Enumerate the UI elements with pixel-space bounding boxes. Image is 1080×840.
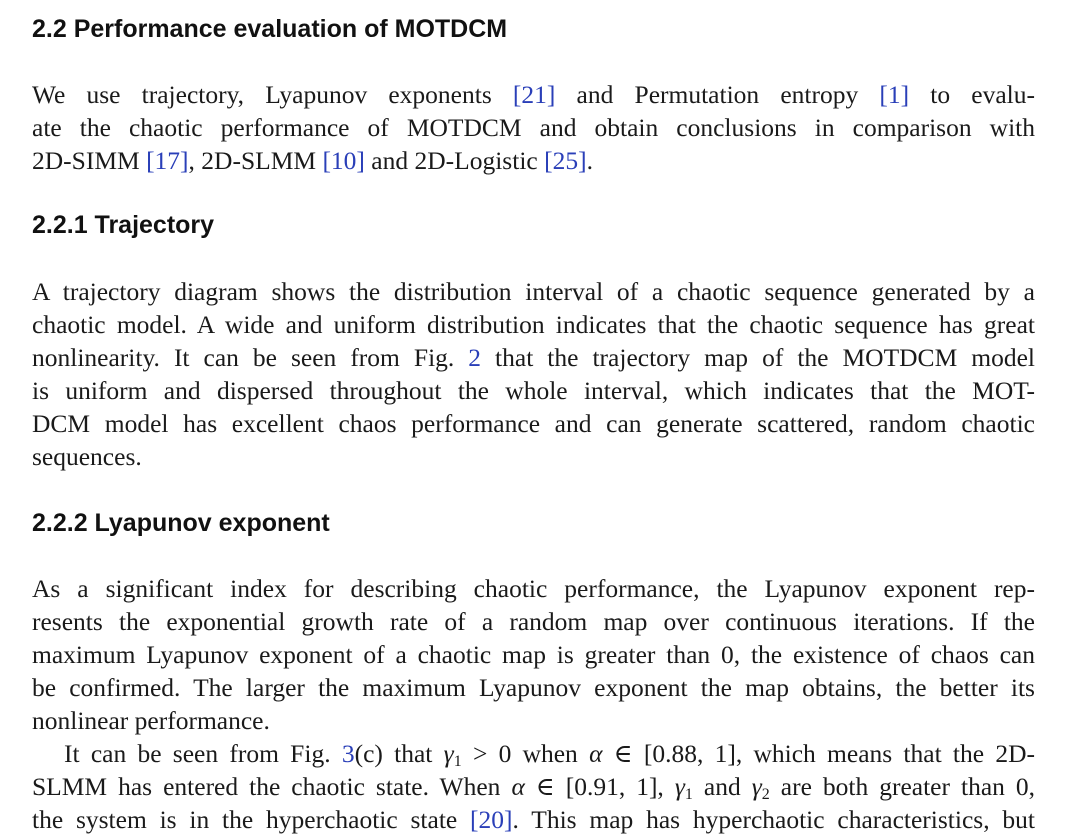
citation-link[interactable]: [20] [470, 805, 513, 834]
subsection-heading-lyapunov: 2.2.2 Lyapunov exponent [32, 509, 330, 537]
math-symbol: α [511, 772, 525, 801]
text-line: nonlinear performance. [32, 706, 270, 735]
text-line: be confirmed. The larger the maximum Lyapunov exponent the map obtains, the better its [32, 673, 1035, 702]
text-line: DCM model has excellent chaos performance and can generate scattered, random chaotic [32, 409, 1035, 438]
lyapunov-paragraph-1 [32, 572, 1035, 737]
text-line: resents the exponential growth rate of a random map over continuous iterations. If the [32, 607, 1035, 636]
text-line: 2D-SIMM [17], 2D-SLMM [10] and 2D-Logistic [25]. [32, 146, 593, 175]
citation-link[interactable]: [1] [879, 80, 910, 109]
citation-link[interactable]: [21] [512, 80, 556, 109]
citation-link[interactable]: [17] [146, 146, 189, 175]
text-line: A trajectory diagram shows the distribution interval of a chaotic sequence generated by a [32, 277, 1035, 306]
lyapunov-paragraph-2 [32, 737, 1035, 836]
math-symbol: α [589, 739, 603, 768]
text-line: We use trajectory, Lyapunov exponents [21] and Permutation entropy [1] to evalu- [32, 80, 1035, 109]
section-heading: 2.2 Performance evaluation of MOTDCM [32, 15, 508, 43]
math-subscript: 1 [453, 753, 462, 770]
text-line: ate the chaotic performance of MOTDCM and obtain conclusions in comparison with [32, 113, 1035, 142]
citation-link[interactable]: 3 [341, 739, 355, 768]
math-symbol: γ [751, 772, 762, 801]
citation-link[interactable]: [10] [322, 146, 365, 175]
text-line: nonlinearity. It can be seen from Fig. 2 that the trajectory map of the MOTDCM model [32, 343, 1035, 372]
trajectory-paragraph [32, 275, 1035, 473]
text-line: the system is in the hyperchaotic state [20]. This map has hyperchaotic characteristics, but [32, 805, 1035, 834]
text-line: SLMM has entered the chaotic state. When α ∈ [0.91, 1], $\gamma_1$ and $\gamma_2$ are both greater than 0, [32, 772, 1036, 803]
text-line: It can be seen from Fig. 3(c) that $\gamma_1 > 0$ when α ∈ [0.88, 1], which means that the 2D- [64, 739, 1035, 770]
intro-paragraph [32, 78, 1035, 177]
citation-link[interactable]: [25] [544, 146, 587, 175]
citation-link[interactable]: 2 [468, 343, 482, 372]
text-line: sequences. [32, 442, 142, 471]
math-subscript: 1 [684, 786, 693, 803]
text-line: is uniform and dispersed throughout the whole interval, which indicates that the MOT- [32, 376, 1035, 405]
math-symbol: γ [443, 739, 454, 768]
text-line: As a significant index for describing chaotic performance, the Lyapunov exponent rep- [32, 574, 1035, 603]
text-line: maximum Lyapunov exponent of a chaotic map is greater than 0, the existence of chaos can [32, 640, 1035, 669]
math-subscript: 2 [761, 786, 770, 803]
subsection-heading-trajectory: 2.2.1 Trajectory [32, 211, 215, 239]
text-line: chaotic model. A wide and uniform distribution indicates that the chaotic sequence has great [32, 310, 1035, 339]
math-symbol: γ [674, 772, 685, 801]
